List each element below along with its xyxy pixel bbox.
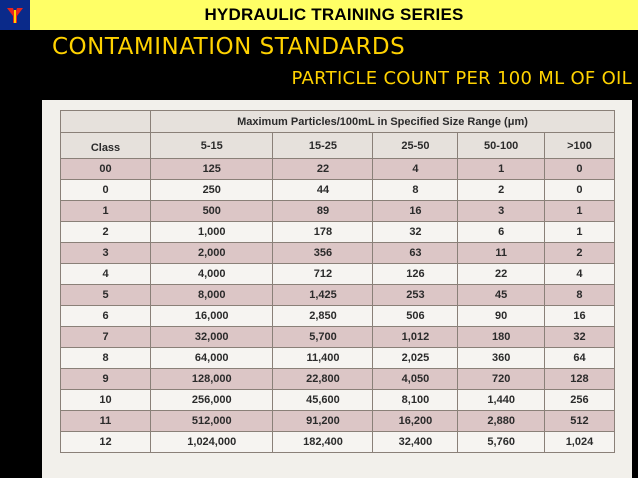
- table-row: [61, 432, 615, 453]
- value-cell: 356: [273, 243, 373, 264]
- value-cell: 45: [458, 285, 544, 306]
- value-cell: 2,850: [273, 306, 373, 327]
- table-row: [61, 201, 615, 222]
- value-cell: 128: [544, 369, 614, 390]
- table-row: [61, 159, 615, 180]
- value-cell: 4,050: [373, 369, 458, 390]
- value-cell: 256,000: [151, 390, 273, 411]
- value-cell: 11: [458, 243, 544, 264]
- value-cell: 32: [373, 222, 458, 243]
- table-row: [61, 243, 615, 264]
- value-cell: 1,024: [544, 432, 614, 453]
- class-cell: 12: [61, 432, 151, 453]
- value-cell: 22: [273, 159, 373, 180]
- value-cell: 22,800: [273, 369, 373, 390]
- value-cell: 253: [373, 285, 458, 306]
- size-range-group-header: Maximum Particles/100mL in Specified Size Range (μm): [151, 111, 615, 133]
- value-cell: 2: [544, 243, 614, 264]
- top-banner: [0, 0, 638, 30]
- company-logo-icon: [5, 5, 25, 25]
- table-corner-cell: [61, 111, 151, 133]
- value-cell: 0: [544, 180, 614, 201]
- value-cell: 0: [544, 159, 614, 180]
- value-cell: 32,000: [151, 327, 273, 348]
- value-cell: 178: [273, 222, 373, 243]
- class-cell: 1: [61, 201, 151, 222]
- value-cell: 1,000: [151, 222, 273, 243]
- table-row: [61, 411, 615, 432]
- column-header: 15-25: [273, 133, 373, 159]
- value-cell: 360: [458, 348, 544, 369]
- value-cell: 8,100: [373, 390, 458, 411]
- value-cell: 1,440: [458, 390, 544, 411]
- value-cell: 4: [544, 264, 614, 285]
- value-cell: 256: [544, 390, 614, 411]
- table-row: [61, 327, 615, 348]
- value-cell: 90: [458, 306, 544, 327]
- value-cell: 16: [544, 306, 614, 327]
- table-row: [61, 369, 615, 390]
- contamination-table: [60, 110, 615, 453]
- value-cell: 2: [458, 180, 544, 201]
- table-row: [61, 348, 615, 369]
- value-cell: 506: [373, 306, 458, 327]
- value-cell: 512,000: [151, 411, 273, 432]
- value-cell: 45,600: [273, 390, 373, 411]
- table-panel: [42, 100, 632, 478]
- value-cell: 1,425: [273, 285, 373, 306]
- table-row: [61, 285, 615, 306]
- value-cell: 720: [458, 369, 544, 390]
- value-cell: 6: [458, 222, 544, 243]
- series-title: HYDRAULIC TRAINING SERIES: [204, 5, 464, 24]
- class-cell: 7: [61, 327, 151, 348]
- value-cell: 11,400: [273, 348, 373, 369]
- value-cell: 182,400: [273, 432, 373, 453]
- value-cell: 32,400: [373, 432, 458, 453]
- value-cell: 3: [458, 201, 544, 222]
- column-header: 5-15: [151, 133, 273, 159]
- value-cell: 64,000: [151, 348, 273, 369]
- table-row: [61, 306, 615, 327]
- value-cell: 2,000: [151, 243, 273, 264]
- value-cell: 8,000: [151, 285, 273, 306]
- value-cell: 16,200: [373, 411, 458, 432]
- value-cell: 8: [373, 180, 458, 201]
- value-cell: 512: [544, 411, 614, 432]
- table-row: [61, 222, 615, 243]
- class-cell: 0: [61, 180, 151, 201]
- value-cell: 250: [151, 180, 273, 201]
- table-row: [61, 180, 615, 201]
- class-cell: 6: [61, 306, 151, 327]
- class-cell: 00: [61, 159, 151, 180]
- slide-title: CONTAMINATION STANDARDS: [52, 34, 406, 60]
- logo: [0, 0, 30, 30]
- class-cell: 3: [61, 243, 151, 264]
- column-header: >100: [544, 133, 614, 159]
- value-cell: 32: [544, 327, 614, 348]
- column-header: 25-50: [373, 133, 458, 159]
- class-cell: 8: [61, 348, 151, 369]
- value-cell: 2,025: [373, 348, 458, 369]
- class-cell: 10: [61, 390, 151, 411]
- value-cell: 1: [458, 159, 544, 180]
- table-row: [61, 390, 615, 411]
- value-cell: 16: [373, 201, 458, 222]
- value-cell: 2,880: [458, 411, 544, 432]
- value-cell: 64: [544, 348, 614, 369]
- value-cell: 44: [273, 180, 373, 201]
- value-cell: 89: [273, 201, 373, 222]
- class-cell: 5: [61, 285, 151, 306]
- table-row: [61, 264, 615, 285]
- value-cell: 91,200: [273, 411, 373, 432]
- value-cell: 712: [273, 264, 373, 285]
- value-cell: 5,700: [273, 327, 373, 348]
- class-cell: 2: [61, 222, 151, 243]
- value-cell: 4: [373, 159, 458, 180]
- value-cell: 180: [458, 327, 544, 348]
- class-cell: 4: [61, 264, 151, 285]
- value-cell: 1: [544, 201, 614, 222]
- value-cell: 500: [151, 201, 273, 222]
- table-body: [61, 159, 615, 453]
- value-cell: 1,024,000: [151, 432, 273, 453]
- class-cell: 11: [61, 411, 151, 432]
- value-cell: 126: [373, 264, 458, 285]
- value-cell: 125: [151, 159, 273, 180]
- value-cell: 8: [544, 285, 614, 306]
- class-cell: 9: [61, 369, 151, 390]
- column-header: 50-100: [458, 133, 544, 159]
- value-cell: 22: [458, 264, 544, 285]
- value-cell: 1: [544, 222, 614, 243]
- value-cell: 128,000: [151, 369, 273, 390]
- value-cell: 5,760: [458, 432, 544, 453]
- value-cell: 4,000: [151, 264, 273, 285]
- value-cell: 63: [373, 243, 458, 264]
- value-cell: 1,012: [373, 327, 458, 348]
- class-column-header: Class: [61, 133, 151, 159]
- slide-subtitle: PARTICLE COUNT PER 100 ML OF OIL: [291, 68, 632, 89]
- value-cell: 16,000: [151, 306, 273, 327]
